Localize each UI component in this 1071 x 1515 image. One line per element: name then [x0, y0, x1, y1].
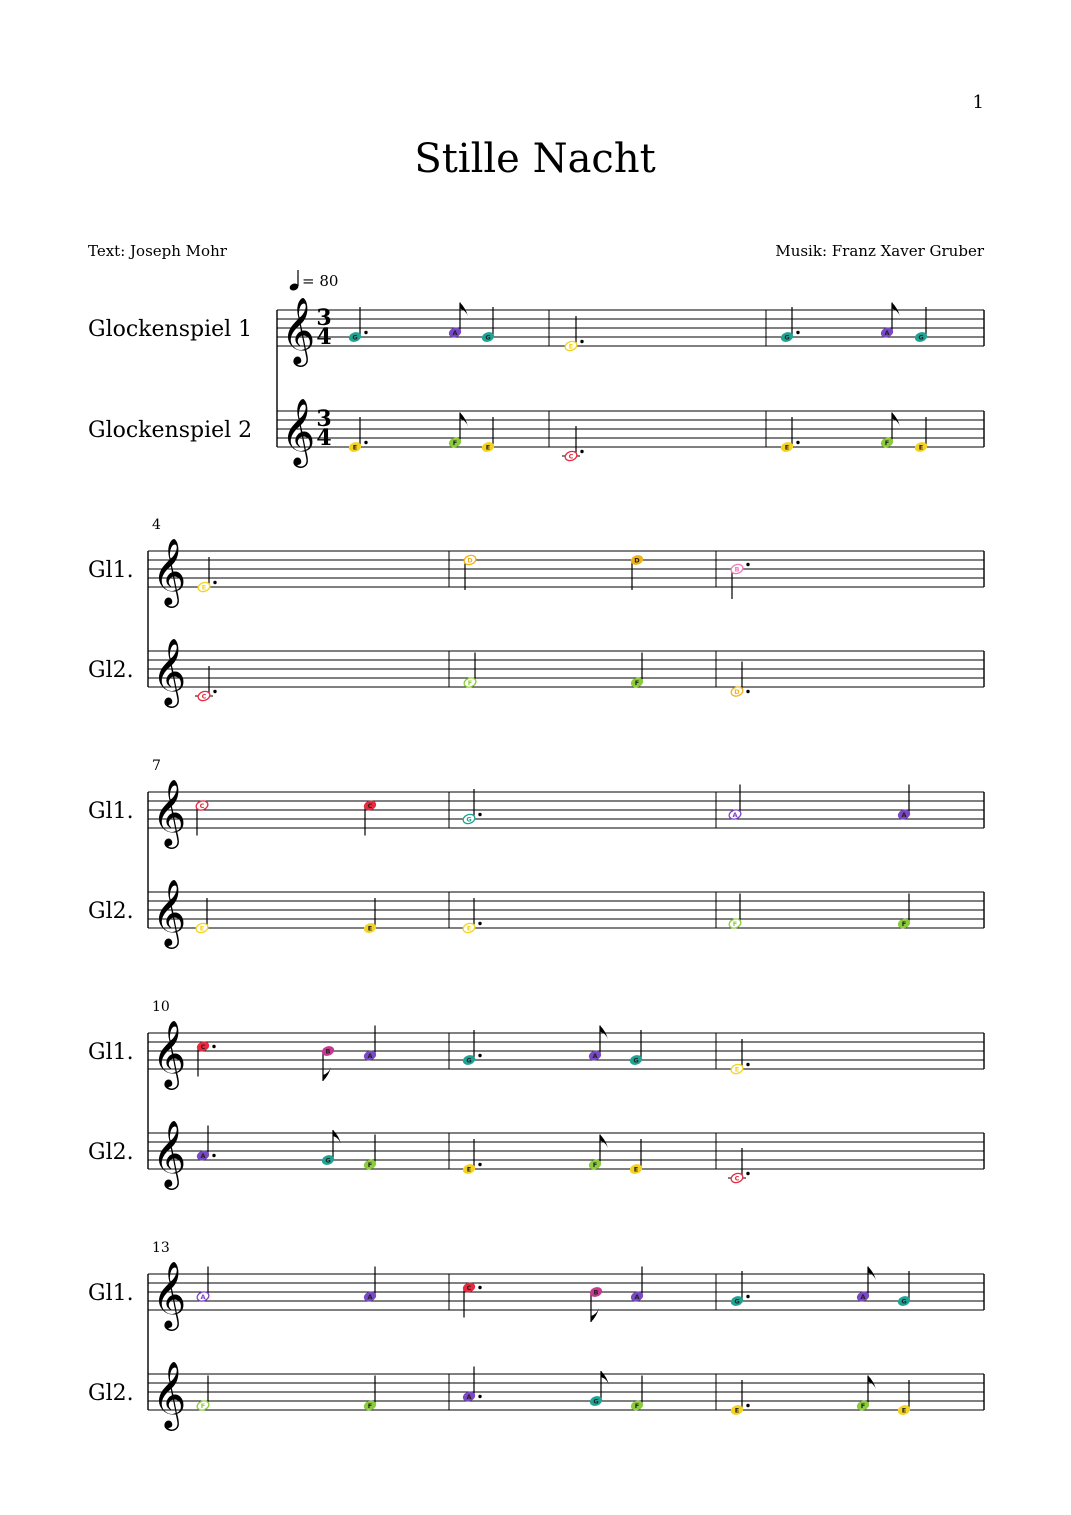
- note-name-label: G: [352, 333, 358, 342]
- note-name-label: C: [200, 1042, 206, 1051]
- treble-clef-icon: 𝄞: [152, 1119, 187, 1187]
- instrument-name: Glockenspiel 2: [88, 418, 253, 443]
- note-name-label: C: [568, 452, 574, 461]
- note-name-label: E: [201, 583, 207, 592]
- time-sig-top: 3: [316, 305, 332, 331]
- dot: [213, 690, 216, 693]
- note-name-label: G: [325, 1156, 331, 1165]
- instrument-name: Gl2.: [88, 1381, 134, 1406]
- note-name-label: F: [860, 1401, 866, 1410]
- note-name-label: A: [732, 810, 738, 819]
- note-name-label: E: [466, 1165, 472, 1174]
- note-name-label: G: [466, 1056, 472, 1065]
- note-name-label: E: [918, 443, 924, 452]
- dot: [746, 1172, 749, 1175]
- note-name-label: E: [367, 924, 373, 933]
- instrument-name: Gl1.: [88, 558, 134, 583]
- note-name-label: B: [593, 1288, 599, 1297]
- note-name-label: D: [634, 556, 640, 565]
- note-name-label: A: [884, 328, 890, 337]
- note-name-label: A: [200, 1292, 206, 1301]
- dot: [746, 1063, 749, 1066]
- staff-glockenspiel-1: [88, 296, 984, 367]
- measure-number: 10: [152, 999, 170, 1015]
- treble-clef-icon: 𝄞: [152, 1360, 187, 1428]
- instrument-name: Glockenspiel 1: [88, 317, 253, 342]
- note-name-label: E: [734, 1406, 740, 1415]
- note-name-label: F: [634, 678, 640, 687]
- measure-number: 7: [152, 758, 161, 774]
- dot: [364, 331, 367, 334]
- note-name-label: F: [367, 1160, 373, 1169]
- note-name-label: F: [901, 919, 907, 928]
- dot: [478, 1054, 481, 1057]
- note-name-label: G: [901, 1297, 907, 1306]
- note-name-label: B: [734, 565, 740, 574]
- treble-clef-icon: 𝄞: [281, 296, 316, 364]
- dot: [580, 450, 583, 453]
- note-name-label: D: [734, 687, 740, 696]
- note-name-label: F: [452, 438, 458, 447]
- dot: [746, 1404, 749, 1407]
- note-name-label: G: [784, 333, 790, 342]
- staff-glockenspiel-1: [88, 537, 984, 608]
- note-name-label: E: [466, 924, 472, 933]
- measure-number: 13: [152, 1240, 170, 1256]
- dot: [478, 922, 481, 925]
- time-sig-bottom: 4: [316, 425, 332, 451]
- note-name-label: D: [467, 556, 473, 565]
- page-number: 1: [972, 92, 984, 113]
- note-name-label: E: [485, 443, 491, 452]
- tempo-marking: [289, 270, 339, 292]
- note-name-label: C: [367, 801, 373, 810]
- note-name-label: E: [901, 1406, 907, 1415]
- instrument-name: Gl2.: [88, 658, 134, 683]
- note-name-label: G: [593, 1397, 599, 1406]
- tempo-value: = 80: [302, 272, 339, 290]
- note-name-label: E: [633, 1165, 639, 1174]
- note-name-label: F: [884, 438, 890, 447]
- treble-clef-icon: 𝄞: [152, 878, 187, 946]
- note-name-label: G: [734, 1297, 740, 1306]
- dot: [796, 331, 799, 334]
- lyricist-credit: Text: Joseph Mohr: [88, 242, 227, 260]
- dot: [213, 581, 216, 584]
- note-name-label: A: [860, 1292, 866, 1301]
- note-name-label: A: [367, 1292, 373, 1301]
- treble-clef-icon: 𝄞: [152, 537, 187, 605]
- system: [88, 296, 984, 468]
- dot: [746, 690, 749, 693]
- note-name-label: E: [784, 443, 790, 452]
- dot: [364, 441, 367, 444]
- system: [88, 999, 984, 1190]
- note-name-label: F: [634, 1401, 640, 1410]
- staff-glockenspiel-1: [88, 778, 984, 849]
- note-name-label: A: [634, 1292, 640, 1301]
- dot: [478, 1163, 481, 1166]
- staff-glockenspiel-2: [88, 878, 984, 949]
- staff-glockenspiel-2: [88, 637, 984, 708]
- system: [88, 758, 984, 949]
- instrument-name: Gl1.: [88, 1040, 134, 1065]
- measure-number: 4: [152, 517, 161, 533]
- dot: [478, 1395, 481, 1398]
- note-name-label: E: [352, 443, 358, 452]
- system: [88, 517, 984, 708]
- dot: [580, 340, 583, 343]
- staff-glockenspiel-1: [88, 1260, 984, 1331]
- staff-glockenspiel-2: [88, 1360, 984, 1431]
- note-name-label: C: [734, 1174, 740, 1183]
- dot: [478, 813, 481, 816]
- note-name-label: A: [367, 1051, 373, 1060]
- note-name-label: F: [200, 1401, 206, 1410]
- composer-credit: Musik: Franz Xaver Gruber: [775, 242, 984, 260]
- note-name-label: A: [466, 1392, 472, 1401]
- note-name-label: A: [592, 1051, 598, 1060]
- note-name-label: F: [732, 919, 738, 928]
- dot: [478, 1286, 481, 1289]
- instrument-name: Gl1.: [88, 799, 134, 824]
- piece-title: Stille Nacht: [414, 136, 656, 182]
- instrument-name: Gl1.: [88, 1281, 134, 1306]
- dot: [796, 441, 799, 444]
- note-name-label: E: [199, 924, 205, 933]
- time-sig-top: 3: [316, 406, 332, 432]
- dot: [212, 1045, 215, 1048]
- system: [88, 1240, 984, 1431]
- time-sig-bottom: 4: [316, 324, 332, 350]
- note-name-label: F: [592, 1160, 598, 1169]
- note-name-label: C: [201, 692, 207, 701]
- instrument-name: Gl2.: [88, 1140, 134, 1165]
- dot: [746, 1295, 749, 1298]
- note-name-label: G: [466, 815, 472, 824]
- note-name-label: G: [918, 333, 924, 342]
- score-systems: [88, 296, 984, 1431]
- treble-clef-icon: 𝄞: [152, 1260, 187, 1328]
- treble-clef-icon: 𝄞: [152, 778, 187, 846]
- treble-clef-icon: 𝄞: [281, 397, 316, 465]
- instrument-name: Gl2.: [88, 899, 134, 924]
- note-name-label: A: [452, 328, 458, 337]
- staff-glockenspiel-2: [88, 397, 984, 468]
- note-name-label: C: [199, 801, 205, 810]
- note-name-label: A: [200, 1151, 206, 1160]
- note-name-label: F: [367, 1401, 373, 1410]
- dot: [746, 563, 749, 566]
- note-name-label: C: [466, 1283, 472, 1292]
- staff-glockenspiel-2: [88, 1119, 984, 1190]
- staff-glockenspiel-1: [88, 1019, 984, 1090]
- note-name-label: E: [734, 1065, 740, 1074]
- treble-clef-icon: 𝄞: [152, 637, 187, 705]
- treble-clef-icon: 𝄞: [152, 1019, 187, 1087]
- note-name-label: G: [485, 333, 491, 342]
- note-name-label: E: [568, 342, 574, 351]
- note-name-label: F: [467, 678, 473, 687]
- dot: [212, 1154, 215, 1157]
- note-name-label: A: [901, 810, 907, 819]
- note-name-label: B: [325, 1047, 331, 1056]
- note-name-label: G: [633, 1056, 639, 1065]
